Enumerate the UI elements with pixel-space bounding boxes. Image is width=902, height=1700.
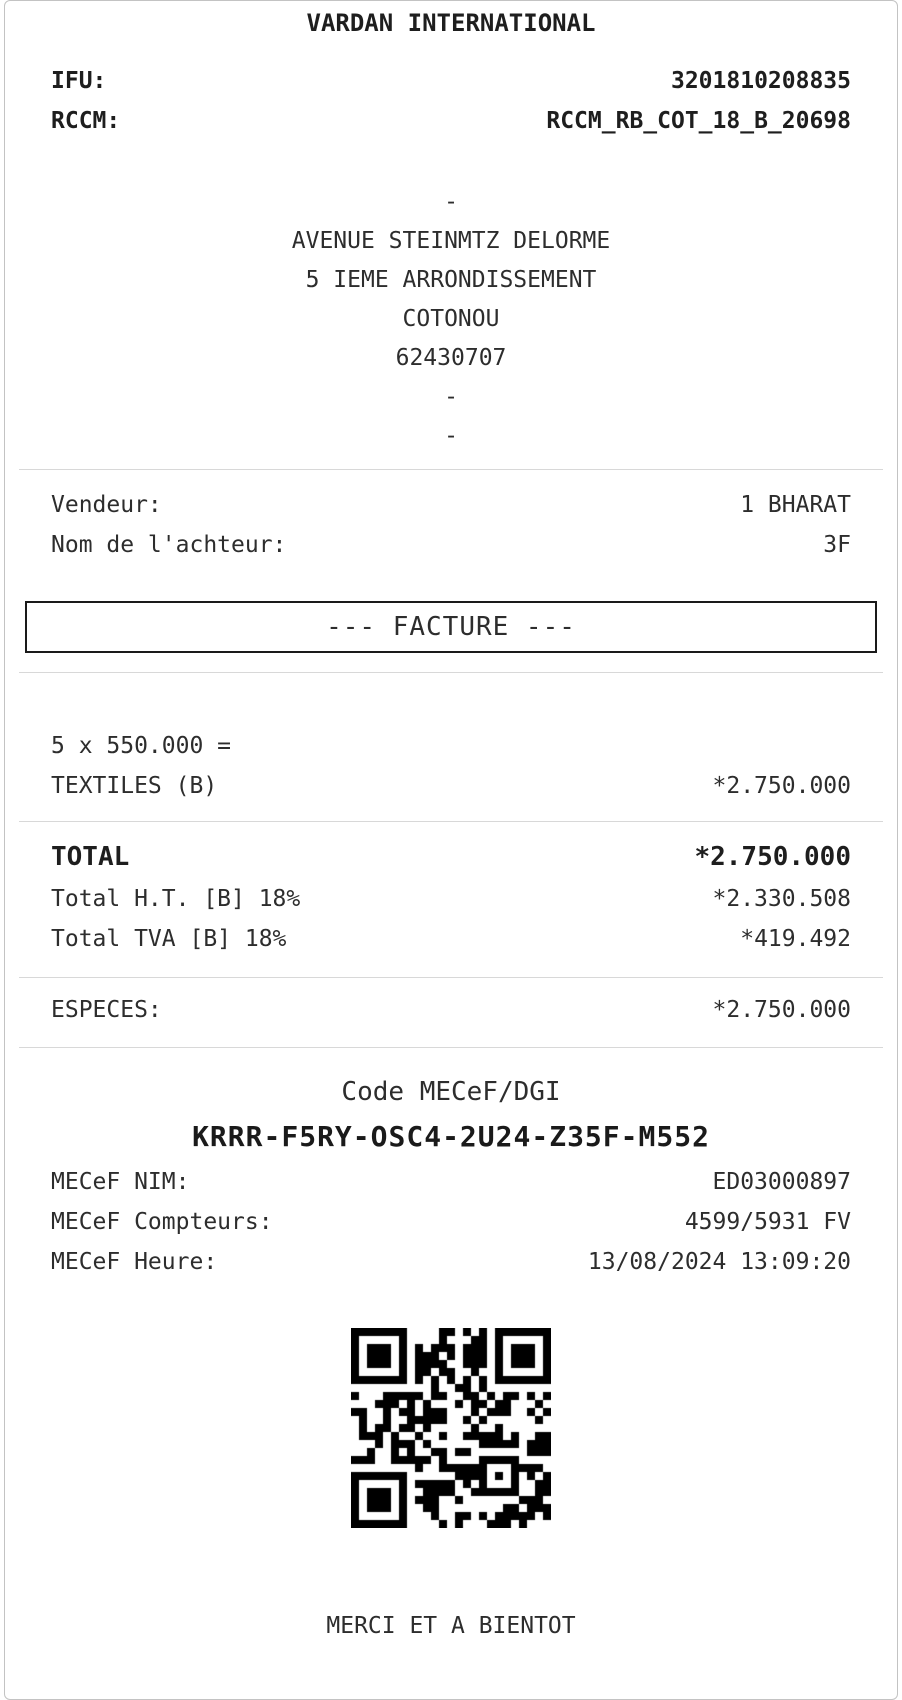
item-description: TEXTILES (B): [51, 773, 218, 799]
mecef-nim-row: [51, 1162, 851, 1202]
rccm-row: [51, 101, 851, 141]
total-tva-label: Total TVA [B] 18%: [51, 926, 287, 952]
mecef-heure-value: 13/08/2024 13:09:20: [587, 1249, 851, 1275]
rccm-value: RCCM_RB_COT_18_B_20698: [546, 108, 851, 134]
vendeur-value: 1 BHARAT: [740, 492, 851, 518]
acheteur-value: 3F: [823, 532, 851, 558]
qr-code-container: [51, 1328, 851, 1528]
mecef-compteurs-value: 4599/5931 FV: [684, 1209, 851, 1235]
divider: [19, 821, 883, 822]
ifu-label: IFU:: [51, 68, 107, 94]
rccm-label: RCCM:: [51, 108, 121, 134]
especes-row: [51, 990, 851, 1030]
total-ht-value: *2.330.508: [712, 886, 851, 912]
mecef-compteurs-label: MECeF Compteurs:: [51, 1209, 273, 1235]
total-ht-label: Total H.T. [B] 18%: [51, 886, 301, 912]
vendeur-row: [51, 485, 851, 525]
address-block: [51, 183, 851, 456]
mecef-compteurs-row: [51, 1202, 851, 1242]
total-tva-row: [51, 919, 851, 959]
item-row: [51, 766, 851, 806]
mecef-heure-row: [51, 1242, 851, 1282]
ifu-row: [51, 61, 851, 101]
address-line: -: [444, 423, 458, 449]
total-tva-value: *419.492: [740, 926, 851, 952]
footer-message: MERCI ET A BIENTOT: [326, 1613, 576, 1639]
acheteur-label: Nom de l'achteur:: [51, 532, 287, 558]
mecef-heure-label: MECeF Heure:: [51, 1249, 218, 1275]
especes-label: ESPECES:: [51, 997, 162, 1023]
address-line: COTONOU: [402, 306, 500, 332]
address-line: 62430707: [395, 345, 507, 371]
ifu-value: 3201810208835: [670, 68, 851, 94]
company-name: VARDAN INTERNATIONAL: [306, 9, 596, 37]
total-row: [51, 835, 851, 879]
divider: [19, 469, 883, 470]
total-value: *2.750.000: [694, 842, 851, 872]
especes-value: *2.750.000: [712, 997, 851, 1023]
divider: [19, 672, 883, 673]
divider: [19, 1047, 883, 1048]
facture-banner: --- FACTURE ---: [25, 601, 877, 653]
qr-code-icon: [351, 1328, 551, 1528]
mecef-code: KRRR-F5RY-OSC4-2U24-Z35F-M552: [192, 1120, 710, 1153]
divider: [19, 977, 883, 978]
item-amount: *2.750.000: [712, 773, 851, 799]
item-quantity-row: [51, 726, 851, 766]
mecef-nim-label: MECeF NIM:: [51, 1169, 190, 1195]
total-label: TOTAL: [51, 842, 130, 872]
vendeur-label: Vendeur:: [51, 492, 162, 518]
total-ht-row: [51, 879, 851, 919]
receipt: [4, 0, 898, 1700]
address-line: AVENUE STEINMTZ DELORME: [291, 228, 611, 254]
acheteur-row: [51, 525, 851, 565]
address-line: -: [444, 384, 458, 410]
address-line: -: [444, 189, 458, 215]
mecef-section-title: Code MECeF/DGI: [341, 1077, 561, 1107]
item-quantity: 5 x 550.000 =: [51, 733, 232, 759]
mecef-nim-value: ED03000897: [712, 1169, 851, 1195]
address-line: 5 IEME ARRONDISSEMENT: [305, 267, 597, 293]
